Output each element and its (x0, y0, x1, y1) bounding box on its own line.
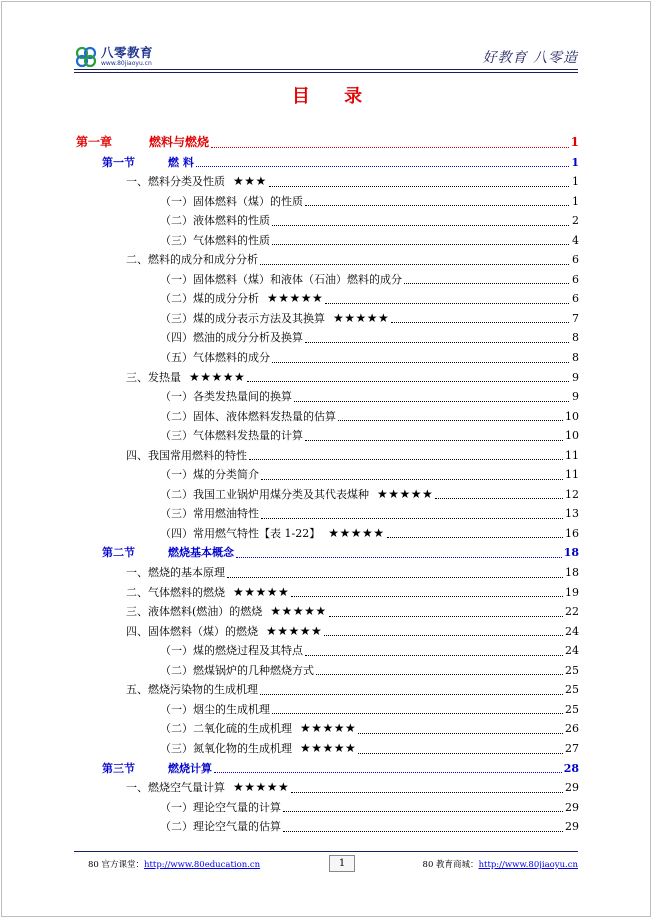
footer-education-link[interactable]: http://www.80education.cn (144, 860, 261, 870)
dot-leader (272, 231, 569, 251)
toc-entry[interactable] (76, 504, 579, 524)
toc-entry-page: 9 (572, 390, 579, 404)
dot-leader (283, 817, 563, 837)
footer-left-label: 80 官方课堂： (88, 860, 145, 870)
dot-leader (211, 133, 569, 153)
toc-entry-page: 1 (571, 155, 579, 169)
toc-entry-page: 4 (572, 233, 579, 247)
toc-entry-page: 29 (565, 820, 579, 834)
toc-entry[interactable] (76, 543, 579, 563)
toc-entry-page: 10 (565, 409, 579, 423)
toc-entry-page: 1 (572, 194, 579, 208)
difficulty-stars: ★★★★★ (270, 604, 327, 619)
toc-entry-label: （二）燃煤锅炉的几种燃烧方式 (160, 663, 314, 677)
dot-leader (269, 172, 569, 192)
toc-entry-label: （一）固体燃料（煤）的性质 (160, 194, 303, 208)
footer-right-label: 80 教育商城： (422, 860, 479, 870)
toc-entry-number: 第二节 (102, 546, 135, 560)
toc-entry-label: （一）各类发热量间的换算 (160, 390, 292, 404)
toc-entry-label: （五）气体燃料的成分 (160, 351, 270, 365)
toc-entry-label: （二）固体、液体燃料发热量的估算 (160, 409, 336, 423)
toc-entry-label: （二）理论空气量的估算 (160, 820, 281, 834)
toc-entry-page: 9 (572, 370, 579, 384)
toc-entry-label: （二）二氧化硫的生成机理 (160, 722, 292, 736)
logo-icon (74, 45, 98, 69)
dot-leader (358, 719, 563, 739)
table-of-contents (76, 133, 579, 837)
dot-leader (294, 387, 569, 407)
toc-entry-page: 29 (565, 800, 579, 814)
toc-entry-label (76, 133, 209, 153)
toc-entry[interactable] (76, 739, 579, 759)
toc-entry-label: （三）常用燃油特性 (160, 507, 259, 521)
toc-entry-label: （一）煤的分类简介 (160, 468, 259, 482)
toc-entry-label: （三）煤的成分表示方法及其换算 (160, 311, 325, 325)
toc-entry[interactable] (76, 387, 579, 407)
toc-entry-label (102, 759, 212, 779)
dot-leader (272, 700, 563, 720)
difficulty-stars: ★★★★★ (333, 310, 390, 325)
difficulty-stars: ★★★★★ (267, 291, 324, 306)
toc-entry-label: （三）氮氧化物的生成机理 (160, 741, 292, 755)
toc-entry-number: 第一节 (102, 155, 135, 169)
dot-leader (236, 543, 562, 563)
toc-entry-page: 18 (563, 546, 579, 560)
toc-entry[interactable] (76, 759, 579, 779)
toc-entry[interactable] (76, 348, 579, 368)
dot-leader (261, 504, 563, 524)
toc-entry-page: 25 (565, 683, 579, 697)
toc-entry-label: 一、燃烧空气量计算 (126, 781, 225, 795)
toc-entry[interactable] (76, 172, 579, 192)
toc-entry-page: 26 (565, 722, 579, 736)
toc-entry-label: （三）气体燃料的性质 (160, 233, 270, 247)
toc-entry-page: 6 (572, 272, 579, 286)
dot-leader (316, 661, 563, 681)
footer-right (423, 858, 578, 870)
toc-entry-page: 6 (572, 253, 579, 267)
toc-entry[interactable] (76, 719, 579, 739)
dot-leader (387, 524, 563, 544)
toc-entry[interactable] (76, 368, 579, 388)
toc-entry-page: 8 (572, 351, 579, 365)
toc-entry-label: （二）煤的成分分析 (160, 292, 259, 306)
toc-entry-page: 25 (565, 702, 579, 716)
page-title: 目 录 (291, 86, 377, 107)
difficulty-stars: ★★★★★ (266, 623, 323, 638)
dot-leader (329, 602, 563, 622)
difficulty-stars: ★★★★★ (233, 780, 290, 795)
toc-entry-label: （一）煤的燃烧过程及其特点 (160, 644, 303, 658)
toc-entry[interactable] (76, 328, 579, 348)
toc-entry-page: 12 (565, 487, 579, 501)
dot-leader (272, 348, 569, 368)
toc-entry-label: （四）燃油的成分分析及换算 (160, 331, 303, 345)
footer-shop-link[interactable]: http://www.80jiaoyu.cn (478, 860, 578, 870)
toc-entry-label (102, 543, 234, 563)
toc-entry-page: 11 (565, 448, 579, 462)
dot-leader (196, 153, 569, 173)
toc-entry-page: 13 (565, 507, 579, 521)
logo-name: 八零教育 (101, 44, 154, 60)
toc-entry-label: 一、燃料分类及性质 (126, 175, 225, 189)
difficulty-stars: ★★★★★ (328, 525, 385, 540)
dot-leader (227, 563, 563, 583)
toc-entry-label: （二）液体燃料的性质 (160, 214, 270, 228)
toc-entry[interactable] (76, 211, 579, 231)
toc-entry-label: 三、液体燃料(燃油）的燃烧 (126, 605, 263, 619)
toc-entry-page: 16 (565, 526, 579, 540)
difficulty-stars: ★★★★★ (233, 584, 290, 599)
toc-entry-title: 燃 料 (168, 155, 194, 169)
toc-entry-label: 四、固体燃料（煤）的燃烧 (126, 624, 258, 638)
toc-entry-page: 1 (570, 135, 579, 149)
toc-entry[interactable] (76, 798, 579, 818)
toc-entry-label: 五、燃烧污染物的生成机理 (126, 683, 258, 697)
toc-entry[interactable] (76, 309, 579, 329)
toc-entry-label: 三、发热量 (126, 370, 181, 384)
toc-entry-title: 燃烧基本概念 (168, 546, 234, 560)
toc-entry-label: （二）我国工业锅炉用煤分类及其代表煤种 (160, 487, 369, 501)
dot-leader (305, 328, 569, 348)
dot-leader (358, 739, 563, 759)
toc-entry[interactable] (76, 563, 579, 583)
dot-leader (291, 778, 563, 798)
dot-leader (291, 583, 563, 603)
toc-entry[interactable] (76, 641, 579, 661)
toc-entry[interactable] (76, 583, 579, 603)
toc-entry-label: （一）理论空气量的计算 (160, 800, 281, 814)
toc-entry-page: 11 (565, 468, 579, 482)
dot-leader (214, 759, 562, 779)
toc-entry[interactable] (76, 661, 579, 681)
toc-entry-label: 二、气体燃料的燃烧 (126, 585, 225, 599)
toc-entry-label: （一）固体燃料（煤）和液体（石油）燃料的成分 (160, 272, 402, 286)
dot-leader (305, 426, 563, 446)
toc-entry[interactable] (76, 622, 579, 642)
difficulty-stars: ★★★★★ (377, 486, 434, 501)
toc-entry-page: 2 (572, 214, 579, 228)
toc-entry[interactable] (76, 465, 579, 485)
toc-entry-label: （三）气体燃料发热量的计算 (160, 429, 303, 443)
toc-entry[interactable] (76, 446, 579, 466)
toc-entry-page: 19 (565, 585, 579, 599)
toc-entry-label: 四、我国常用燃料的特性 (126, 448, 247, 462)
toc-entry-page: 22 (565, 605, 579, 619)
dot-leader (260, 250, 569, 270)
toc-entry-title: 燃烧计算 (168, 761, 212, 775)
toc-entry[interactable] (76, 700, 579, 720)
toc-entry-label (102, 153, 194, 173)
toc-entry-page: 29 (565, 781, 579, 795)
toc-entry-page: 25 (565, 663, 579, 677)
page-number: 1 (329, 855, 355, 872)
dot-leader (338, 407, 563, 427)
dot-leader (272, 211, 569, 231)
toc-entry[interactable] (76, 524, 579, 544)
toc-entry-page: 18 (565, 566, 579, 580)
difficulty-stars: ★★★★★ (189, 369, 246, 384)
toc-entry-page: 10 (565, 429, 579, 443)
toc-entry[interactable] (76, 817, 579, 837)
dot-leader (305, 641, 563, 661)
toc-entry[interactable] (76, 250, 579, 270)
header-rule (74, 69, 578, 70)
dot-leader (404, 270, 569, 290)
dot-leader (324, 622, 563, 642)
toc-entry-page: 24 (565, 624, 579, 638)
dot-leader (325, 289, 569, 309)
toc-entry-label: （一）烟尘的生成机理 (160, 702, 270, 716)
dot-leader (247, 368, 569, 388)
dot-leader (391, 309, 569, 329)
toc-entry-number: 第一章 (76, 135, 113, 149)
header-slogan: 好教育 八零造 (482, 50, 578, 66)
toc-entry[interactable] (76, 680, 579, 700)
dot-leader (435, 485, 563, 505)
toc-entry[interactable] (76, 485, 579, 505)
toc-entry-label: 一、燃烧的基本原理 (126, 566, 225, 580)
toc-entry-page: 8 (572, 331, 579, 345)
toc-entry[interactable] (76, 602, 579, 622)
header-rule-thin (74, 72, 578, 73)
toc-entry-page: 24 (565, 644, 579, 658)
toc-entry-page: 1 (572, 175, 579, 189)
toc-entry[interactable] (76, 407, 579, 427)
logo (74, 44, 153, 70)
toc-entry[interactable] (76, 778, 579, 798)
toc-entry-title: 燃料与燃烧 (149, 135, 210, 149)
toc-entry[interactable] (76, 270, 579, 290)
toc-entry[interactable] (76, 133, 579, 153)
footer (74, 856, 578, 872)
toc-entry-page: 27 (565, 741, 579, 755)
dot-leader (305, 192, 569, 212)
dot-leader (261, 465, 563, 485)
toc-entry[interactable] (76, 426, 579, 446)
footer-left (88, 858, 260, 870)
toc-entry[interactable] (76, 192, 579, 212)
toc-entry-page: 28 (563, 761, 579, 775)
difficulty-stars: ★★★★★ (300, 721, 357, 736)
dot-leader (260, 680, 563, 700)
dot-leader (283, 798, 563, 818)
difficulty-stars: ★★★ (233, 174, 267, 189)
toc-entry-label: 二、燃料的成分和成分分析 (126, 253, 258, 267)
toc-entry[interactable] (76, 289, 579, 309)
toc-entry[interactable] (76, 231, 579, 251)
dot-leader (249, 446, 563, 466)
toc-entry[interactable] (76, 153, 579, 173)
difficulty-stars: ★★★★★ (300, 740, 357, 755)
logo-url: www.80jiaoyu.cn (101, 60, 152, 68)
toc-entry-page: 7 (572, 311, 579, 325)
toc-entry-number: 第三节 (102, 761, 135, 775)
toc-entry-label: （四）常用燃气特性【表 1-22】 (160, 526, 321, 540)
toc-entry-page: 6 (572, 292, 579, 306)
footer-rule (74, 851, 578, 852)
